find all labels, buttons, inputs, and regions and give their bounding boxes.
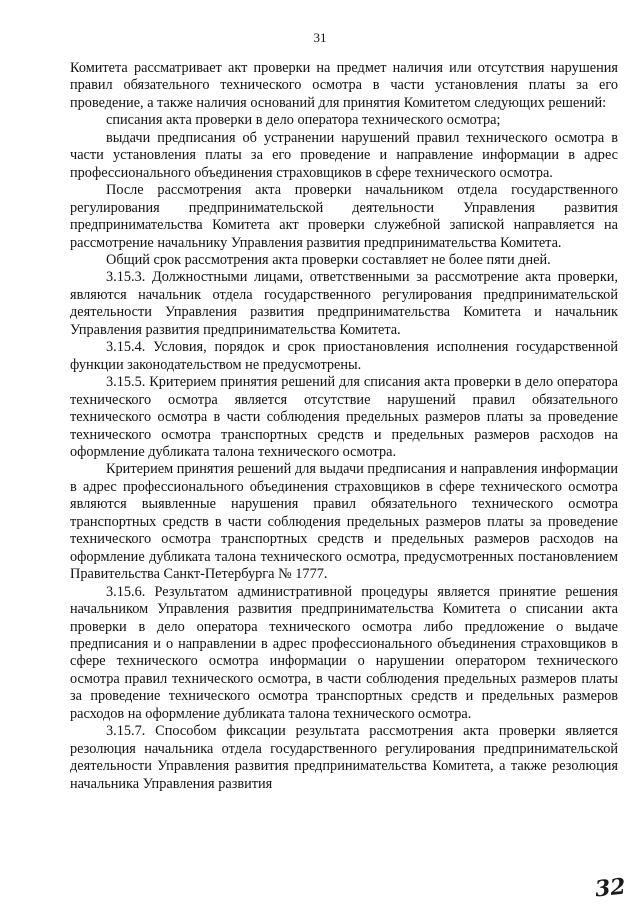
paragraph: выдачи предписания об устранении нарушений правил технического осмотра в части установления платы за его проведение и направление информации в адрес профессионального объединения страховщиков в сфере технического осмотра.	[70, 129, 618, 181]
paragraph: списания акта проверки в дело оператора технического осмотра;	[106, 112, 501, 129]
paragraph: 3.15.7. Способом фиксации результата рассмотрения акта проверки является резолюция начальника отдела государственного регулирования предпринимательской деятельности Управления развития предпринимательства Комитета, а также резолюция начальника Управления развития	[70, 723, 618, 792]
paragraph: Общий срок рассмотрения акта проверки составляет не более пяти дней.	[106, 251, 551, 268]
paragraph: После рассмотрения акта проверки начальником отдела государственного регулирования предпринимательской деятельности Управления развития предпринимательства Комитета акт проверки служебной запиской направляется на рассмотрение начальнику Управления развития предпринимательства Комитета.	[70, 182, 618, 251]
document-body	[70, 60, 618, 793]
paragraph: Критерием принятия решений для выдачи предписания и направления информации в адрес профессионального объединения страховщиков в сфере технического осмотра являются выявленные нарушения правил обязательного технического осмотра транспортных средств в части соблюдения предельных размеров платы за проведение технического осмотра транспортных средств и предельных размеров расходов на оформление дубликата талона технического осмотра, предусмотренных постановлением Правительства Санкт-Петербурга № 1777.	[70, 461, 618, 583]
paragraph: 3.15.6. Результатом административной процедуры является принятие решения начальником Управления развития предпринимательства Комитета о списании акта проверки в дело оператора технического осмотра либо предложение о выдаче предписания и о направлении в адрес профессионального объединения страховщиков в сфере технического осмотра информации о нарушении оператором технического осмотра правил технического осмотра, в части соблюдения предельных размеров платы за проведение технического осмотра транспортных средств и предельных размеров расходов на оформление дубликата талона технического осмотра.	[70, 583, 618, 722]
paragraph: 3.15.4. Условия, порядок и срок приостановления исполнения государственной функции законодательством не предусмотрены.	[70, 339, 618, 373]
paragraph: 3.15.3. Должностными лицами, ответственными за рассмотрение акта проверки, являются начальник отдела государственного регулирования предпринимательской деятельности Управления развития предпринимательства Комитета и начальник Управления развития предпринимательства Комитета.	[70, 269, 618, 338]
paragraph: 3.15.5. Критерием принятия решений для списания акта проверки в дело оператора технического осмотра является отсутствие нарушений правил обязательного технического осмотра в части соблюдения предельных размеров платы за проведение технического осмотра транспортных средств и предельных размеров расходов на оформление дубликата талона технического осмотра.	[70, 374, 618, 460]
handwritten-page-mark: 32	[594, 873, 628, 903]
paragraph: Комитета рассматривает акт проверки на предмет наличия или отсутствия нарушения правил обязательного технического осмотра в части установления платы за его проведение, а также наличия оснований для принятия Комитетом следующих решений:	[70, 60, 618, 111]
page-number: 31	[313, 30, 327, 45]
